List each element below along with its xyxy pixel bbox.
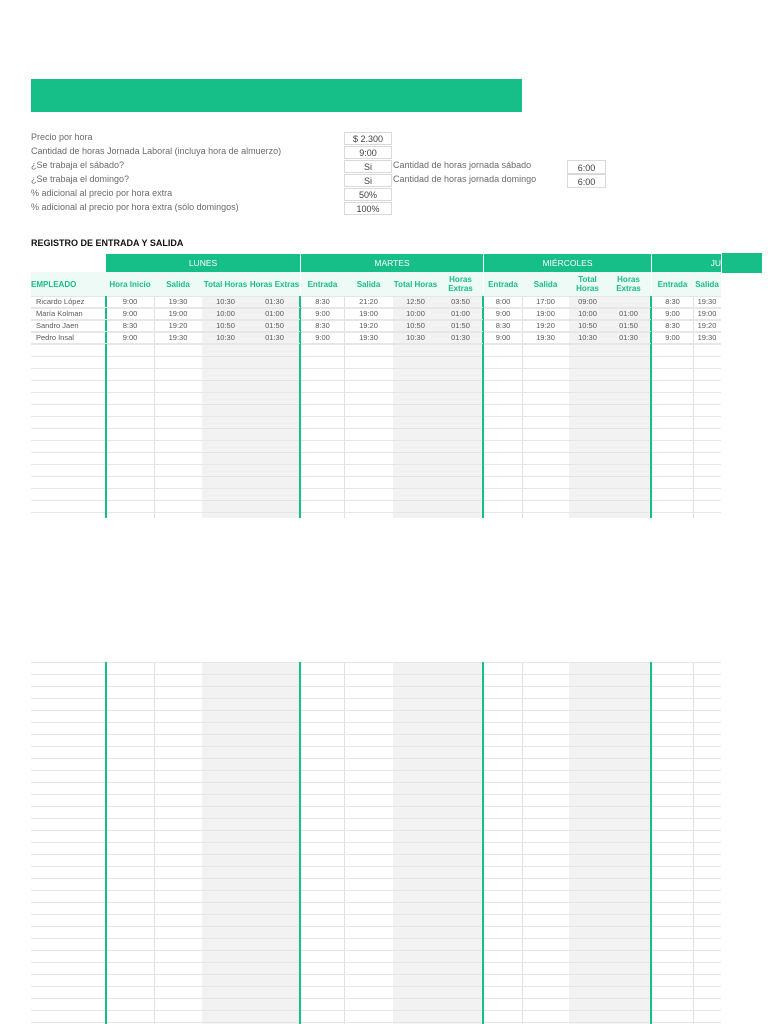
time-cell[interactable]: 10:50 — [393, 320, 438, 332]
time-cell[interactable]: 8:30 — [301, 296, 344, 308]
param-label-hours: Cantidad de horas Jornada Laboral (incluya hora de almuerzo) — [31, 146, 282, 156]
time-cell[interactable]: 8:30 — [652, 296, 693, 308]
day-separator — [105, 662, 107, 1024]
row-divider — [31, 404, 721, 405]
time-cell[interactable]: 01:00 — [606, 308, 651, 320]
time-cell[interactable]: 10:00 — [202, 308, 249, 320]
section-title: REGISTRO DE ENTRADA Y SALIDA — [31, 238, 184, 248]
row-divider — [31, 770, 721, 771]
day-separator — [482, 662, 484, 1024]
shaded-column — [438, 662, 483, 1024]
row-divider — [31, 1022, 721, 1023]
time-cell[interactable]: 09:00 — [569, 296, 606, 308]
attendance-table — [31, 254, 721, 518]
col-header-jueves-entrada: Entrada — [652, 272, 693, 296]
row-divider — [31, 998, 721, 999]
time-cell[interactable]: 9:00 — [106, 308, 154, 320]
row-divider — [31, 500, 721, 501]
time-cell[interactable]: 19:30 — [693, 296, 721, 308]
day-header-miercoles: MIÉRCOLES — [484, 254, 651, 272]
col-header-miercoles-entrada: Entrada — [484, 272, 522, 296]
time-cell[interactable]: 10:50 — [569, 320, 606, 332]
param-label-sunday: ¿Se trabaja el domingo? — [31, 174, 130, 184]
shaded-column — [569, 662, 606, 1024]
row-divider — [31, 878, 721, 879]
param-value-extra-sunday[interactable]: 100% — [344, 202, 392, 215]
time-cell[interactable]: 8:30 — [484, 320, 522, 332]
param-value-saturday-hours[interactable]: 6:00 — [567, 160, 606, 174]
row-divider — [31, 914, 721, 915]
time-cell[interactable]: 19:20 — [522, 320, 569, 332]
row-divider — [31, 854, 721, 855]
time-cell[interactable]: 19:30 — [154, 296, 202, 308]
shaded-column — [606, 662, 651, 1024]
time-cell[interactable]: 9:00 — [106, 332, 154, 344]
day-header-martes: MARTES — [301, 254, 483, 272]
col-header-martes-extras: Horas Extras — [438, 272, 483, 296]
param-label-extra: % adicional al precio por hora extra — [31, 188, 173, 198]
time-cell[interactable]: 9:00 — [301, 308, 344, 320]
row-divider — [31, 416, 721, 417]
time-cell[interactable]: 12:50 — [393, 296, 438, 308]
title-banner — [31, 79, 522, 112]
row-divider — [31, 344, 721, 345]
time-cell[interactable]: 8:30 — [301, 320, 344, 332]
column-divider — [693, 662, 694, 1024]
time-cell[interactable]: 9:00 — [106, 296, 154, 308]
time-cell[interactable]: 21:20 — [344, 296, 393, 308]
time-cell[interactable]: 01:30 — [249, 296, 300, 308]
time-cell[interactable]: 01:50 — [606, 320, 651, 332]
param-value-saturday[interactable]: Si — [344, 160, 392, 173]
param-value-price[interactable]: $ 2.300 — [344, 132, 392, 145]
row-divider — [31, 368, 721, 369]
time-cell[interactable]: 01:50 — [438, 320, 483, 332]
row-divider — [31, 710, 721, 711]
time-cell[interactable]: 19:30 — [344, 332, 393, 344]
col-header-lunes-salida: Salida — [154, 272, 202, 296]
param-label-saturday-hours: Cantidad de horas jornada sábado — [393, 160, 532, 170]
column-divider — [154, 662, 155, 1024]
param-value-sunday-hours[interactable]: 6:00 — [567, 174, 606, 188]
shaded-column — [249, 662, 300, 1024]
row-divider — [31, 722, 721, 723]
row-divider — [31, 440, 721, 441]
day-header-lunes: LUNES — [106, 254, 300, 272]
employee-name-cell[interactable]: Pedro Insal — [31, 332, 106, 344]
row-divider — [31, 890, 721, 891]
row-divider — [31, 698, 721, 699]
col-header-jueves-salida: Salida — [693, 272, 721, 296]
attendance-table-continued — [31, 662, 721, 1024]
row-divider — [31, 686, 721, 687]
time-cell[interactable]: 10:50 — [202, 320, 249, 332]
time-cell[interactable]: 19:30 — [522, 332, 569, 344]
row-divider — [31, 902, 721, 903]
time-cell[interactable]: 01:00 — [438, 308, 483, 320]
time-cell[interactable]: 9:00 — [301, 332, 344, 344]
row-divider — [31, 356, 721, 357]
time-cell[interactable]: 01:50 — [249, 320, 300, 332]
time-cell[interactable]: 19:00 — [522, 308, 569, 320]
time-cell[interactable]: 10:30 — [202, 332, 249, 344]
time-cell[interactable]: 01:00 — [249, 308, 300, 320]
time-cell[interactable]: 19:00 — [693, 308, 721, 320]
time-cell[interactable]: 19:30 — [154, 332, 202, 344]
col-header-miercoles-salida: Salida — [522, 272, 569, 296]
row-divider — [31, 806, 721, 807]
row-divider — [31, 488, 721, 489]
param-label-saturday: ¿Se trabaja el sábado? — [31, 160, 125, 170]
time-cell[interactable]: 19:20 — [693, 320, 721, 332]
time-cell[interactable]: 10:30 — [393, 332, 438, 344]
time-cell[interactable]: 19:30 — [693, 332, 721, 344]
row-divider — [31, 974, 721, 975]
row-divider — [31, 866, 721, 867]
column-divider — [522, 662, 523, 1024]
time-cell[interactable]: 01:30 — [249, 332, 300, 344]
row-divider — [31, 464, 721, 465]
time-cell[interactable]: 8:30 — [652, 320, 693, 332]
time-cell[interactable]: 17:00 — [522, 296, 569, 308]
row-divider — [31, 782, 721, 783]
day-separator — [650, 662, 652, 1024]
employee-name-cell[interactable]: Sandro Jaen — [31, 320, 106, 332]
param-label-sunday-hours: Cantidad de horas jornada domingo — [393, 174, 537, 184]
day-separator — [299, 662, 301, 1024]
param-label-extra-sunday: % adicional al precio por hora extra (sólo domingos) — [31, 202, 239, 212]
row-divider — [31, 926, 721, 927]
time-cell[interactable]: 9:00 — [484, 308, 522, 320]
row-divider — [31, 758, 721, 759]
row-divider — [31, 476, 721, 477]
time-cell[interactable]: 9:00 — [652, 332, 693, 344]
col-header-martes-entrada: Entrada — [301, 272, 344, 296]
col-header-lunes-total: Total Horas — [202, 272, 249, 296]
row-divider — [31, 962, 721, 963]
time-cell[interactable] — [606, 296, 651, 308]
shaded-column — [393, 662, 438, 1024]
time-cell[interactable]: 9:00 — [484, 332, 522, 344]
time-cell[interactable]: 10:30 — [202, 296, 249, 308]
time-cell[interactable]: 01:30 — [606, 332, 651, 344]
row-divider — [31, 1010, 721, 1011]
col-header-miercoles-total: Total Horas — [569, 272, 606, 296]
time-cell[interactable]: 8:30 — [106, 320, 154, 332]
row-divider — [31, 842, 721, 843]
row-divider — [31, 674, 721, 675]
time-cell[interactable]: 9:00 — [652, 308, 693, 320]
param-label-price: Precio por hora — [31, 132, 93, 142]
time-cell[interactable]: 8:00 — [484, 296, 522, 308]
row-divider — [31, 746, 721, 747]
time-cell[interactable]: 19:20 — [344, 320, 393, 332]
row-divider — [31, 428, 721, 429]
row-divider — [31, 986, 721, 987]
row-divider — [31, 512, 721, 513]
col-header-lunes-inicio: Hora Inicio — [106, 272, 154, 296]
time-cell[interactable]: 01:30 — [438, 332, 483, 344]
row-divider — [31, 392, 721, 393]
col-header-martes-total: Total Horas — [393, 272, 438, 296]
param-value-sunday[interactable]: Si — [344, 174, 392, 187]
time-cell[interactable]: 10:30 — [569, 332, 606, 344]
row-divider — [31, 938, 721, 939]
shaded-column — [202, 662, 249, 1024]
col-header-miercoles-extras: Horas Extras — [606, 272, 651, 296]
col-header-martes-salida: Salida — [344, 272, 393, 296]
param-value-extra[interactable]: 50% — [344, 188, 392, 201]
day-header-jueves: JU — [652, 254, 721, 272]
time-cell[interactable]: 19:20 — [154, 320, 202, 332]
row-divider — [31, 734, 721, 735]
time-cell[interactable]: 10:00 — [393, 308, 438, 320]
row-divider — [31, 662, 721, 663]
employee-name-cell[interactable]: Ricardo López — [31, 296, 106, 308]
row-divider — [31, 950, 721, 951]
employee-name-cell[interactable]: María Kolman — [31, 308, 106, 320]
time-cell[interactable]: 19:00 — [154, 308, 202, 320]
param-value-hours[interactable]: 9:00 — [344, 146, 392, 159]
header-tab-overflow — [722, 253, 762, 273]
time-cell[interactable]: 03:50 — [438, 296, 483, 308]
row-divider — [31, 380, 721, 381]
row-divider — [31, 818, 721, 819]
column-divider — [344, 662, 345, 1024]
row-divider — [31, 830, 721, 831]
col-header-lunes-extras: Horas Extras — [249, 272, 300, 296]
row-divider — [31, 452, 721, 453]
time-cell[interactable]: 19:00 — [344, 308, 393, 320]
time-cell[interactable]: 10:00 — [569, 308, 606, 320]
row-divider — [31, 794, 721, 795]
col-header-employee: EMPLEADO — [31, 272, 106, 296]
